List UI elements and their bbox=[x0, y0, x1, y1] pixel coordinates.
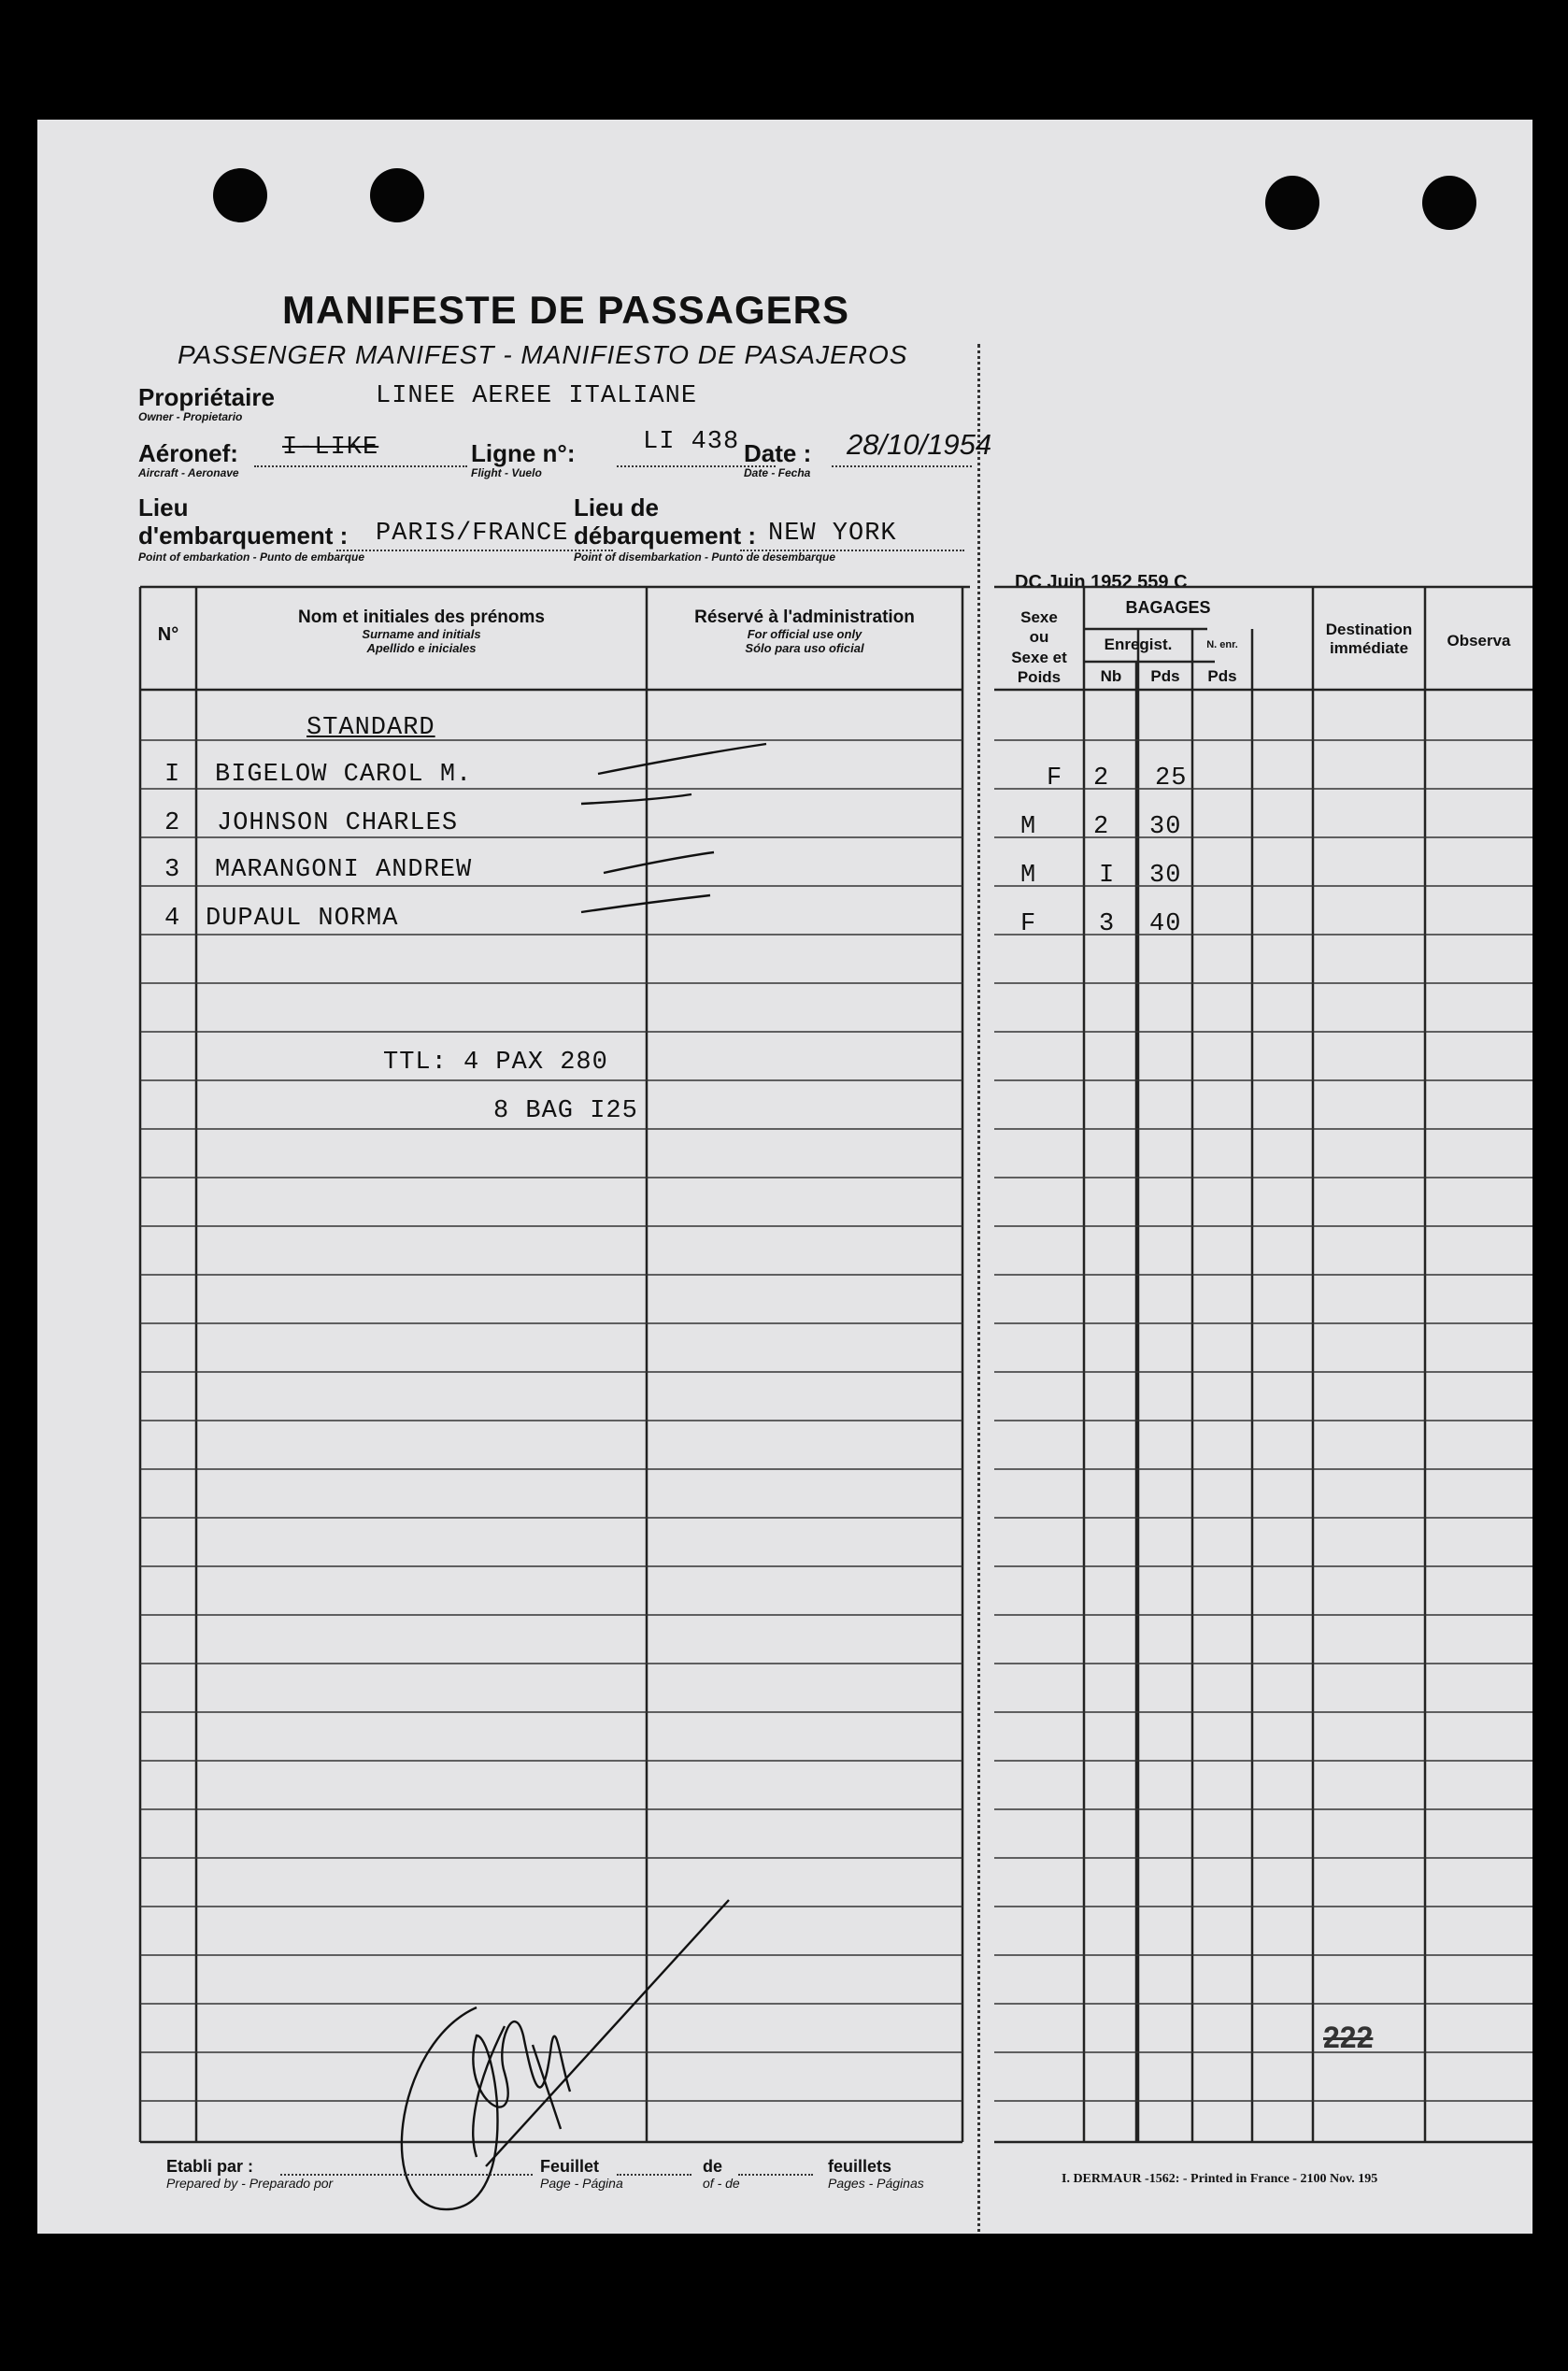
header-admin: Réservé à l'administration For official use only Sólo para uso oficial bbox=[694, 607, 915, 655]
header-bagages: BAGAGES bbox=[1125, 598, 1211, 617]
passenger-bag-weight: 25 bbox=[1155, 764, 1188, 793]
passenger-bag-count: I bbox=[1099, 862, 1116, 890]
disembark-value: NEW YORK bbox=[768, 520, 897, 548]
embark-value: PARIS/FRANCE bbox=[376, 520, 569, 548]
of-label: de bbox=[703, 2157, 723, 2176]
header-nonenr: N. enr. bbox=[1206, 639, 1238, 650]
header-pds-2: Pds bbox=[1207, 667, 1237, 685]
passenger-bag-count: 2 bbox=[1093, 764, 1110, 793]
aircraft-label: Aéronef: bbox=[138, 439, 238, 467]
flight-sublabel: Flight - Vuelo bbox=[471, 466, 542, 479]
passenger-name: JOHNSON CHARLES bbox=[217, 809, 459, 837]
form-code: DC Juin 1952 559 C bbox=[1015, 572, 1188, 593]
embark-label: Lieu bbox=[138, 493, 189, 521]
passenger-no: 4 bbox=[164, 905, 181, 933]
passenger-no: 2 bbox=[164, 809, 181, 837]
sheet-label: Feuillet bbox=[540, 2157, 600, 2176]
date-label: Date : bbox=[744, 439, 812, 467]
owner-sublabel: Owner - Propietario bbox=[138, 410, 243, 423]
passenger-bag-weight: 30 bbox=[1149, 862, 1182, 890]
manifest-sheet bbox=[37, 120, 1532, 2234]
passenger-sex: M bbox=[1020, 862, 1037, 890]
date-sublabel: Date - Fecha bbox=[744, 466, 811, 479]
passenger-name: DUPAUL NORMA bbox=[206, 905, 399, 933]
aircraft-value: I-LIKE bbox=[282, 434, 379, 462]
header-nb: Nb bbox=[1100, 667, 1122, 685]
owner-value: LINEE AEREE ITALIANE bbox=[376, 382, 698, 410]
disembark-label-2: débarquement : bbox=[574, 521, 757, 550]
prepared-by-label: Etabli par : bbox=[166, 2157, 254, 2176]
form-title: MANIFESTE DE PASSAGERS bbox=[282, 288, 849, 332]
disembark-label: Lieu de bbox=[574, 493, 660, 521]
sheet-sublabel: Page - Página bbox=[540, 2176, 623, 2191]
date-value: 28/10/1954 bbox=[847, 428, 992, 461]
header-enregist: Enregist. bbox=[1104, 636, 1173, 653]
page-number: 222 bbox=[1323, 2021, 1374, 2054]
passenger-sex: M bbox=[1020, 813, 1037, 841]
header-sex: Sexe ou Sexe et Poids bbox=[1011, 608, 1067, 686]
passenger-no: 3 bbox=[164, 856, 181, 884]
passenger-name: MARANGONI ANDREW bbox=[215, 856, 473, 884]
passenger-sex: F bbox=[1020, 910, 1037, 938]
of-sublabel: of - de bbox=[703, 2176, 740, 2191]
owner-label: Propriétaire bbox=[138, 383, 275, 411]
totals-pax: TTL: 4 PAX 280 bbox=[383, 1049, 608, 1077]
aircraft-sublabel: Aircraft - Aeronave bbox=[138, 466, 239, 479]
header-pds: Pds bbox=[1150, 667, 1180, 685]
totals-bags: 8 BAG I25 bbox=[493, 1097, 638, 1125]
flight-value: LI 438 bbox=[643, 428, 740, 456]
class-label: STANDARD bbox=[306, 714, 435, 742]
embark-label-2: d'embarquement : bbox=[138, 521, 349, 550]
table-grid bbox=[37, 120, 1532, 2234]
printer-imprint: I. DERMAUR -1562: - Printed in France - 2100 Nov. 195 bbox=[1062, 2172, 1378, 2186]
passenger-sex: F bbox=[1047, 764, 1063, 793]
sheets-sublabel: Pages - Páginas bbox=[828, 2176, 924, 2191]
embark-sublabel: Point of embarkation - Punto de embarque bbox=[138, 550, 365, 564]
disembark-sublabel: Point of disembarkation - Punto de desembarque bbox=[574, 550, 836, 564]
flight-label: Ligne n°: bbox=[471, 439, 576, 467]
header-observations: Observa bbox=[1447, 632, 1511, 650]
header-name: Nom et initiales des prénoms Surname and initials Apellido e iniciales bbox=[298, 607, 545, 655]
form-subtitle: PASSENGER MANIFEST - MANIFIESTO DE PASAJEROS bbox=[178, 340, 908, 369]
sheets-label: feuillets bbox=[828, 2157, 892, 2176]
passenger-bag-count: 3 bbox=[1099, 910, 1116, 938]
header-destination: Destination immédiate bbox=[1325, 621, 1413, 657]
passenger-bag-weight: 30 bbox=[1149, 813, 1182, 841]
prepared-by-sublabel: Prepared by - Preparado por bbox=[166, 2176, 334, 2191]
passenger-no: I bbox=[164, 761, 181, 789]
header-no: N° bbox=[157, 624, 179, 645]
passenger-name: BIGELOW CAROL M. bbox=[215, 761, 473, 789]
passenger-bag-weight: 40 bbox=[1149, 910, 1182, 938]
passenger-bag-count: 2 bbox=[1093, 813, 1110, 841]
